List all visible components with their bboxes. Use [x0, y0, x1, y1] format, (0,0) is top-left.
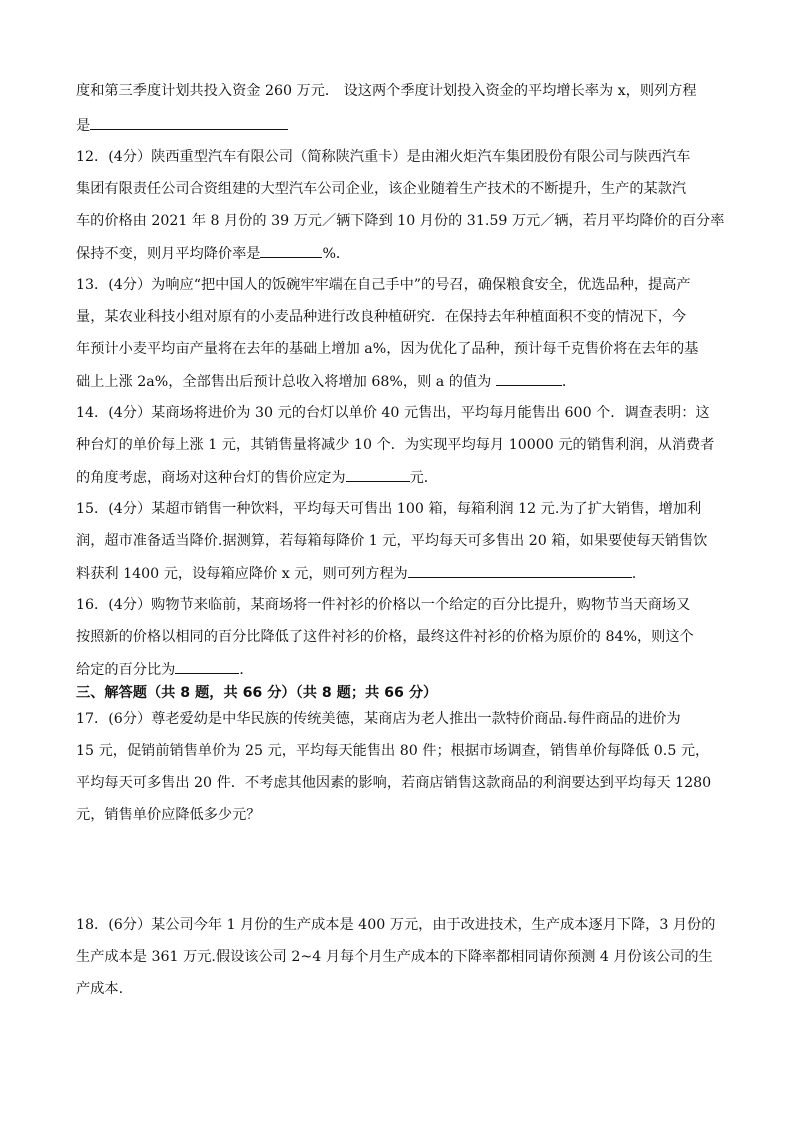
- q16-line-2: 按照新的价格以相同的百分比降低了这件衬衫的价格，最终这件衬衫的价格为原价的 84%，则这个: [76, 629, 694, 645]
- q12-answer-blank[interactable]: [260, 244, 322, 258]
- q11-line-1: 度和第三季度计划共投入资金 260 万元． 设这两个季度计划投入资金的平均增长率为 x，则列方程: [76, 83, 697, 99]
- q15-answer-blank[interactable]: [408, 564, 632, 578]
- q13-line-4-prefix: 础上上涨 2a%，全部售出后预计总收入将增加 68%，则 a 的值为: [76, 374, 496, 390]
- q13-line-4-suffix: ．: [561, 374, 577, 390]
- q15-line-3-prefix: 料获利 1400 元，设每箱应降价 x 元，则可列方程为: [76, 566, 408, 582]
- q15-line-3: [76, 564, 636, 583]
- q13-line-2: 量，某农业科技小组对原有的小麦品种进行改良种植研究．在保持去年种植面积不变的情况下，今: [76, 309, 687, 325]
- q13-line-3: 年预计小麦平均亩产量将在去年的基础上增加 a%，因为优化了品种，预计每千克售价将在去年的基: [76, 341, 699, 357]
- q18-line-3: 产成本.: [76, 981, 124, 997]
- q14-line-1: 14．(4分）某商场将进价为 30 元的台灯以单价 40 元售出，平均每月能售出 600 个．调查表明：这: [76, 405, 710, 421]
- q18-line-2: 生产成本是 361 万元.假设该公司 2~4 月每个月生产成本的下降率都相同请你预测 4 月份该公司的生: [76, 949, 713, 965]
- q16-line-3: [76, 660, 254, 679]
- q11-answer-blank[interactable]: [90, 116, 288, 130]
- q12-line-2: 集团有限责任公司合资组建的大型汽车公司企业，该企业随着生产技术的不断提升，生产的某款汽: [76, 181, 687, 197]
- q11-line-2: [76, 116, 288, 135]
- q16-line-3-prefix: 给定的百分比为: [76, 662, 176, 678]
- q13-line-1: 13．(4分）为响应“把中国人的饭碗牢牢端在自己手中”的号召，确保粮食安全，优选品种，提高产: [76, 277, 691, 293]
- section-heading: 三、解答题（共 8 题，共 66 分）（共 8 题；共 66 分）: [76, 685, 438, 701]
- q14-line-3: [76, 468, 438, 487]
- q14-answer-blank[interactable]: [346, 468, 410, 482]
- q16-line-3-suffix: ．: [239, 662, 254, 678]
- q14-line-2: 种台灯的单价每上涨 1 元，其销售量将减少 10 个．为实现平均每月 10000 元的销售利润，从消费者: [76, 437, 715, 453]
- q13-answer-blank[interactable]: [496, 372, 562, 386]
- q12-line-4-prefix: 保持不变，则月平均降价率是: [76, 246, 261, 262]
- q14-line-3-prefix: 的角度考虑，商场对这种台灯的售价应定为: [76, 470, 346, 486]
- q12-line-4-suffix: %．: [322, 246, 351, 262]
- q16-answer-blank[interactable]: [175, 660, 239, 674]
- q15-line-1: 15．(4分）某超市销售一种饮料，平均每天可售出 100 箱，每箱利润 12 元.为了扩大销售，增加利: [76, 501, 702, 517]
- q12-line-4: [76, 244, 350, 263]
- q15-line-3-suffix: .: [631, 566, 637, 582]
- q12-line-1: 12．(4分）陕西重型汽车有限公司（简称陕汽重卡）是由湘火炬汽车集团股份有限公司与陕西汽车: [76, 149, 691, 165]
- q17-line-1: 17．(6分）尊老爱幼是中华民族的传统美德，某商店为老人推出一款特价商品.每件商品的进价为: [76, 711, 681, 727]
- q11-line-2-prefix: 是: [76, 118, 91, 134]
- q18-line-1: 18．(6分）某公司今年 1 月份的生产成本是 400 万元，由于改进技术，生产成本逐月下降，3 月份的: [76, 917, 716, 933]
- q15-line-2: 润，超市准备适当降价.据测算，若每箱每降价 1 元，平均每天可多售出 20 箱，如果要使每天销售饮: [76, 533, 708, 549]
- q13-line-4: [76, 372, 576, 391]
- q12-line-3: 车的价格由 2021 年 8 月份的 39 万元／辆下降到 10 月份的 31.59 万元／辆，若月平均降价的百分率: [76, 213, 725, 229]
- q14-line-3-suffix: 元．: [409, 470, 438, 486]
- q17-line-2: 15 元，促销前销售单价为 25 元，平均每天能售出 80 件；根据市场调查，销售单价每降低 0.5 元，: [76, 743, 710, 759]
- q16-line-1: 16．(4分）购物节来临前，某商场将一件衬衫的价格以一个给定的百分比提升，购物节当天商场又: [76, 597, 691, 613]
- q17-line-4: 元，销售单价应降低多少元？: [76, 807, 261, 823]
- q17-line-3: 平均每天可多售出 20 件．不考虑其他因素的影响，若商店销售这款商品的利润要达到平均每天 1280: [76, 775, 712, 791]
